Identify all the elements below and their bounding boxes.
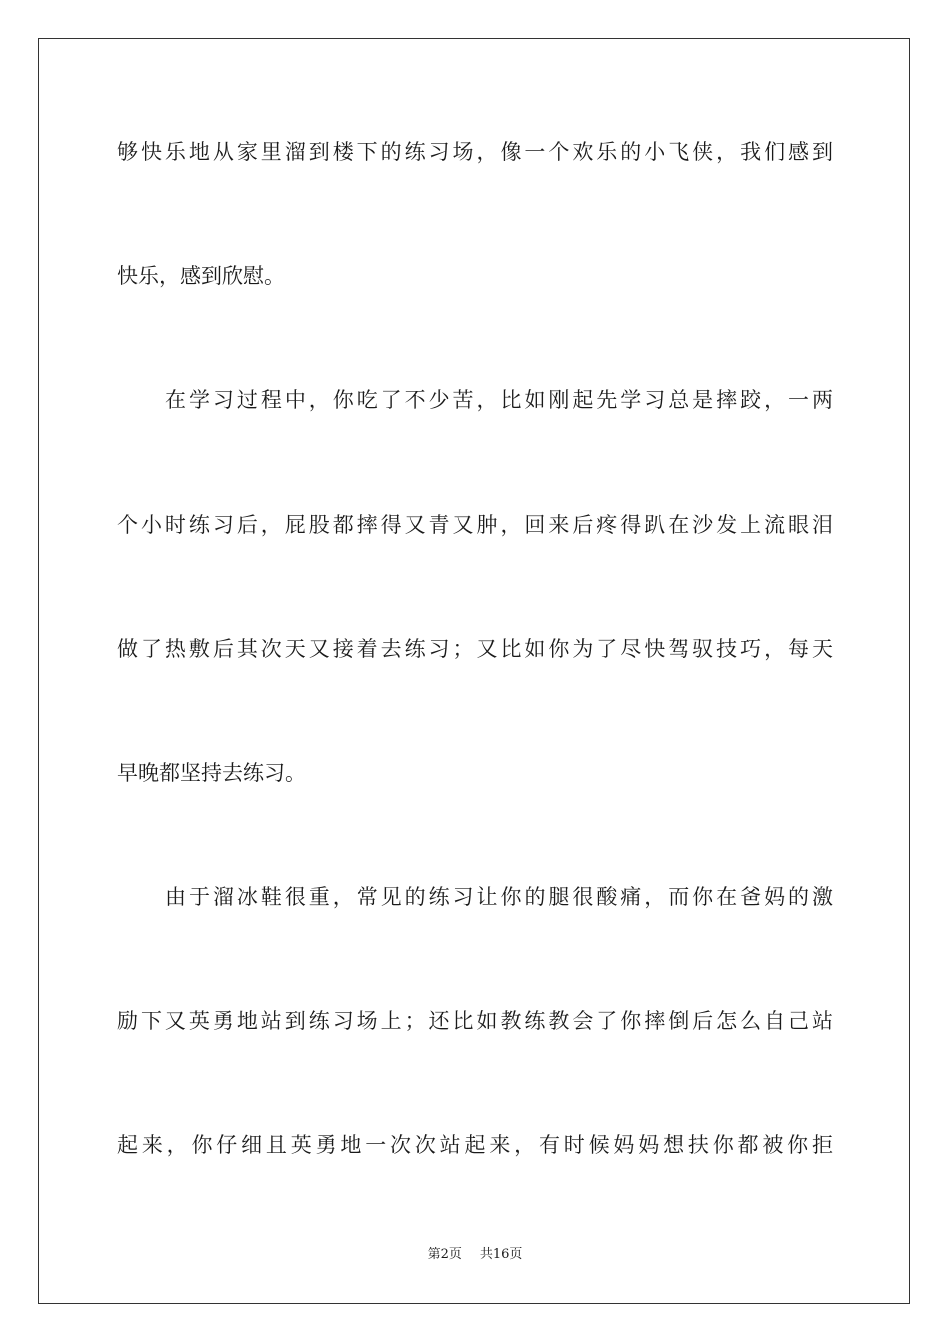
text-line-6: 早晚都坚持去练习。 [117, 761, 306, 785]
text-line-2: 快乐，感到欣慰。 [117, 264, 285, 288]
text-line-5: 做了热敷后其次天又接着去练习；又比如你为了尽快驾驭技巧，每天 [117, 637, 833, 661]
page-border [38, 38, 910, 1304]
text-line-9: 起来，你仔细且英勇地一次次站起来，有时候妈妈想扶你都被你拒 [117, 1133, 833, 1157]
text-line-8: 励下又英勇地站到练习场上；还比如教练教会了你摔倒后怎么自己站 [117, 1009, 833, 1033]
page-footer [0, 1246, 950, 1264]
total-pages: 共16页 [479, 1247, 523, 1262]
text-line-4: 个小时练习后，屁股都摔得又青又肿，回来后疼得趴在沙发上流眼泪 [117, 513, 833, 537]
page-number: 第2页 [427, 1247, 462, 1262]
text-line-1: 够快乐地从家里溜到楼下的练习场，像一个欢乐的小飞侠，我们感到 [117, 140, 833, 164]
text-line-3: 在学习过程中，你吃了不少苦，比如刚起先学习总是摔跤，一两 [165, 388, 833, 412]
text-line-7: 由于溜冰鞋很重，常见的练习让你的腿很酸痛，而你在爸妈的激 [165, 885, 833, 909]
